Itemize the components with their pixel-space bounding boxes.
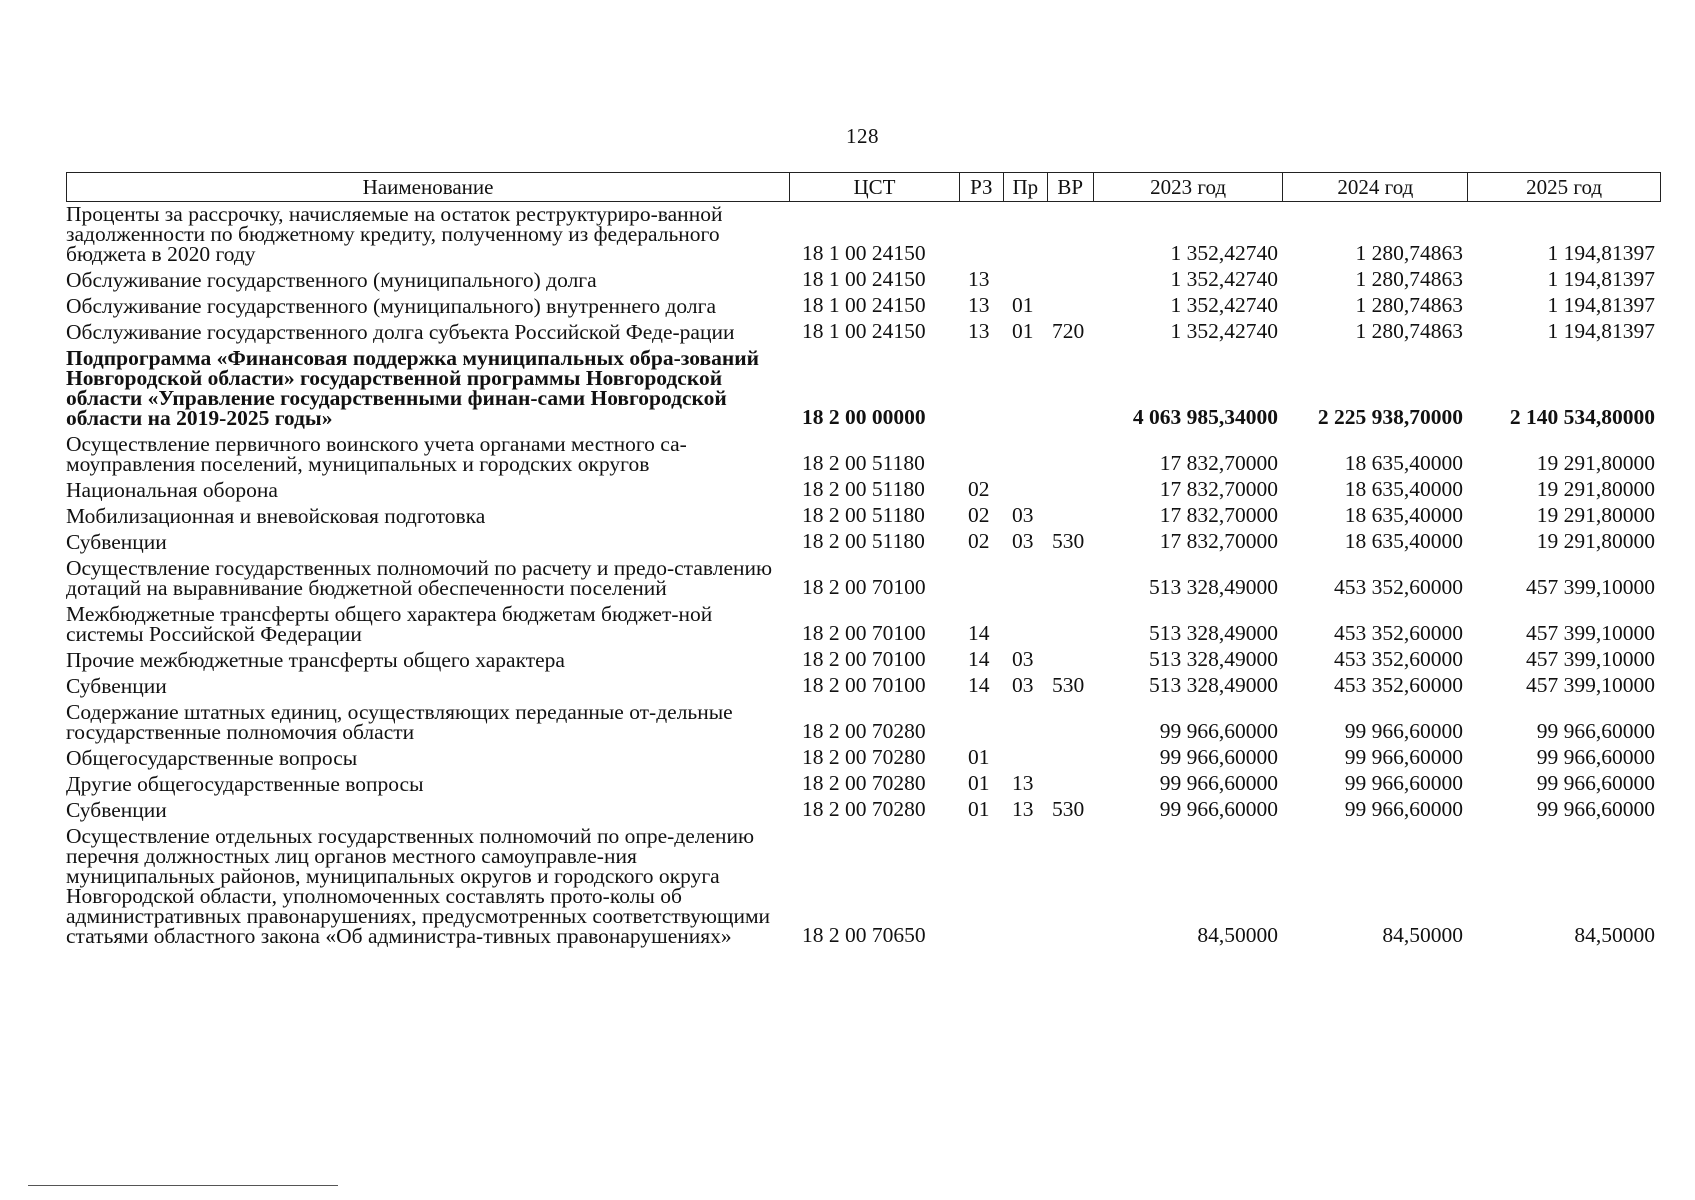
cell-rz [960,946,1004,950]
table-row [66,432,1661,478]
cell-2025: 2 140 534,80000 [1509,405,1655,429]
cell-pr: 13 [1012,771,1034,795]
cell-name: Прочие межбюджетные трансферты общего характера [66,648,565,672]
cell-name: Мобилизационная и вневойсковая подготовка [66,504,486,528]
cell-2025: 1 194,81397 [1547,267,1655,291]
cell-2023: 4 063 985,34000 [1132,405,1278,429]
cell-name: Общегосударственные вопросы [66,746,358,770]
table-row [66,772,1661,798]
cell-2025: 19 291,80000 [1536,503,1655,527]
cell-vr [1048,598,1094,602]
cell-cst: 18 2 00 70280 [802,745,926,769]
cell-2023: 99 966,60000 [1159,797,1278,821]
cell-2025: 19 291,80000 [1536,529,1655,553]
cell-vr: 530 [1052,673,1085,697]
cell-cst: 18 2 00 51180 [802,503,925,527]
cell-2023: 1 352,42740 [1170,267,1278,291]
table-row [66,268,1661,294]
budget-table [66,172,1661,950]
cell-name: Субвенции [66,674,167,698]
table-row [66,504,1661,530]
cell-rz: 02 [968,477,990,501]
cell-name: Другие общегосударственные вопросы [66,772,424,796]
table-row [66,346,1661,432]
cell-2025: 19 291,80000 [1536,477,1655,501]
header-2023: 2023 год [1094,173,1284,201]
cell-name: Национальная оборона [66,478,278,502]
cell-name: Осуществление отдельных государственных полномочий по опре-делению перечня должностных лиц органов местного самоуправле-ния муниципальных районов, муниципальных округов и городского округа Новгородской области, уполномоченных составлять прото-колы об административных правонарушениях, предусмотренных соответствующими статьями областного закона «Об администра-тивных правонарушениях» [66,824,771,948]
cell-cst: 18 2 00 70100 [802,647,926,671]
cell-rz: 01 [968,745,990,769]
cell-2024: 1 280,74863 [1355,293,1463,317]
cell-2025: 457 399,10000 [1526,647,1655,671]
cell-2024: 2 225 938,70000 [1317,405,1463,429]
cell-pr [1004,946,1048,950]
table-header [66,172,1661,202]
cell-name: Осуществление первичного воинского учета органами местного са-моуправления поселений, муниципальных и городских округов [66,432,687,476]
cell-vr [1048,768,1094,772]
cell-2025: 1 194,81397 [1547,293,1655,317]
cell-name: Осуществление государственных полномочий по расчету и предо-ставлению дотаций на выравнивание бюджетной обеспеченности поселений [66,556,773,600]
cell-2023: 99 966,60000 [1159,771,1278,795]
cell-rz: 13 [968,293,990,317]
cell-2025: 99 966,60000 [1536,745,1655,769]
cell-rz: 13 [968,319,990,343]
cell-vr [1048,474,1094,478]
cell-cst: 18 1 00 24150 [802,319,926,343]
cell-2025: 1 194,81397 [1547,241,1655,265]
cell-vr [1048,290,1094,294]
cell-2024: 1 280,74863 [1355,319,1463,343]
cell-2023: 99 966,60000 [1159,719,1278,743]
cell-2024: 18 635,40000 [1344,503,1463,527]
table-row [66,478,1661,504]
table-row [66,556,1661,602]
cell-2024: 453 352,60000 [1334,673,1463,697]
cell-pr [1004,264,1048,268]
cell-pr: 03 [1012,647,1034,671]
cell-pr [1004,474,1048,478]
cell-cst: 18 1 00 24150 [802,293,926,317]
cell-2025: 457 399,10000 [1526,575,1655,599]
table-row [66,648,1661,674]
cell-2023: 84,50000 [1197,923,1278,947]
cell-2023: 17 832,70000 [1159,477,1278,501]
cell-cst: 18 1 00 24150 [802,267,926,291]
cell-2024: 99 966,60000 [1344,771,1463,795]
cell-cst: 18 2 00 70100 [802,673,926,697]
cell-rz: 13 [968,267,990,291]
cell-2025: 457 399,10000 [1526,673,1655,697]
cell-rz: 01 [968,771,990,795]
cell-name: Субвенции [66,798,167,822]
table-row [66,824,1661,950]
cell-name: Обслуживание государственного (муниципального) долга [66,268,597,292]
cell-rz: 14 [968,647,990,671]
table-row [66,674,1661,700]
cell-2025: 99 966,60000 [1536,719,1655,743]
table-row [66,294,1661,320]
cell-rz [960,428,1004,432]
cell-vr [1048,644,1094,648]
cell-2023: 1 352,42740 [1170,241,1278,265]
cell-vr [1048,500,1094,504]
cell-2023: 513 328,49000 [1149,621,1278,645]
cell-rz: 14 [968,673,990,697]
cell-rz [960,598,1004,602]
cell-2024: 453 352,60000 [1334,621,1463,645]
cell-2023: 17 832,70000 [1159,451,1278,475]
cell-2025: 99 966,60000 [1536,771,1655,795]
cell-cst: 18 2 00 51180 [802,477,925,501]
cell-2025: 84,50000 [1574,923,1655,947]
table-row [66,746,1661,772]
cell-2024: 18 635,40000 [1344,451,1463,475]
cell-vr [1048,946,1094,950]
cell-rz: 02 [968,503,990,527]
cell-2023: 513 328,49000 [1149,575,1278,599]
cell-2024: 99 966,60000 [1344,797,1463,821]
cell-2023: 99 966,60000 [1159,745,1278,769]
header-name: Наименование [67,173,790,201]
cell-2025: 19 291,80000 [1536,451,1655,475]
page-number: 128 [846,124,879,148]
cell-2024: 1 280,74863 [1355,241,1463,265]
cell-pr: 03 [1012,503,1034,527]
cell-cst: 18 2 00 00000 [802,405,926,429]
cell-pr: 03 [1012,673,1034,697]
cell-pr [1004,428,1048,432]
table-row [66,602,1661,648]
cell-cst: 18 2 00 70280 [802,719,926,743]
cell-vr: 720 [1052,319,1085,343]
cell-2024: 453 352,60000 [1334,575,1463,599]
cell-vr [1048,428,1094,432]
cell-2023: 17 832,70000 [1159,529,1278,553]
cell-cst: 18 2 00 70280 [802,797,926,821]
header-cst: ЦСТ [790,173,960,201]
table-body [66,202,1661,950]
cell-cst: 18 2 00 70100 [802,575,926,599]
cell-pr [1004,742,1048,746]
table-row [66,798,1661,824]
cell-pr: 03 [1012,529,1034,553]
cell-name: Обслуживание государственного (муниципального) внутреннего долга [66,294,716,318]
cell-2024: 1 280,74863 [1355,267,1463,291]
cell-name: Межбюджетные трансферты общего характера бюджетам бюджет-ной системы Российской Федерации [66,602,713,646]
cell-2023: 513 328,49000 [1149,647,1278,671]
table-row [66,320,1661,346]
header-pr: Пр [1004,173,1048,201]
cell-2024: 18 635,40000 [1344,529,1463,553]
cell-2024: 453 352,60000 [1334,647,1463,671]
cell-2023: 513 328,49000 [1149,673,1278,697]
cell-2023: 1 352,42740 [1170,319,1278,343]
cell-name: Субвенции [66,530,167,554]
header-2024: 2024 год [1283,173,1468,201]
cell-cst: 18 2 00 70100 [802,621,926,645]
cell-vr: 530 [1052,797,1085,821]
footer-rule [28,1185,338,1186]
cell-rz: 02 [968,529,990,553]
cell-name: Содержание штатных единиц, осуществляющих переданные от-дельные государственные полномочия области [66,700,733,744]
table-row [66,202,1661,268]
cell-name: Подпрограмма «Финансовая поддержка муниципальных обра-зований Новгородской области» государственной программы Новгородской области «Управление государственными финан-сами Новгородской области на 2019-2025 годы» [66,346,759,430]
cell-2025: 457 399,10000 [1526,621,1655,645]
cell-cst: 18 2 00 51180 [802,529,925,553]
cell-pr [1004,598,1048,602]
cell-pr: 13 [1012,797,1034,821]
cell-cst: 18 1 00 24150 [802,241,926,265]
cell-vr [1048,264,1094,268]
cell-2024: 18 635,40000 [1344,477,1463,501]
cell-vr [1048,742,1094,746]
cell-2025: 99 966,60000 [1536,797,1655,821]
table-row [66,530,1661,556]
header-rz: РЗ [960,173,1004,201]
cell-name: Обслуживание государственного долга субъекта Российской Феде-рации [66,320,735,344]
table-row [66,700,1661,746]
cell-rz: 14 [968,621,990,645]
cell-2024: 99 966,60000 [1344,719,1463,743]
cell-2023: 17 832,70000 [1159,503,1278,527]
cell-2025: 1 194,81397 [1547,319,1655,343]
cell-2023: 1 352,42740 [1170,293,1278,317]
cell-name: Проценты за рассрочку, начисляемые на остаток реструктуриро-ванной задолженности по бюджетному кредиту, полученному из федерального бюджета в 2020 году [66,202,723,266]
cell-cst: 18 2 00 70650 [802,923,926,947]
cell-pr: 01 [1012,293,1034,317]
header-vr: ВР [1048,173,1094,201]
header-2025: 2025 год [1526,174,1603,199]
cell-pr: 01 [1012,319,1034,343]
cell-rz: 01 [968,797,990,821]
cell-cst: 18 2 00 70280 [802,771,926,795]
cell-vr: 530 [1052,529,1085,553]
cell-2024: 99 966,60000 [1344,745,1463,769]
cell-cst: 18 2 00 51180 [802,451,925,475]
cell-2024: 84,50000 [1382,923,1463,947]
